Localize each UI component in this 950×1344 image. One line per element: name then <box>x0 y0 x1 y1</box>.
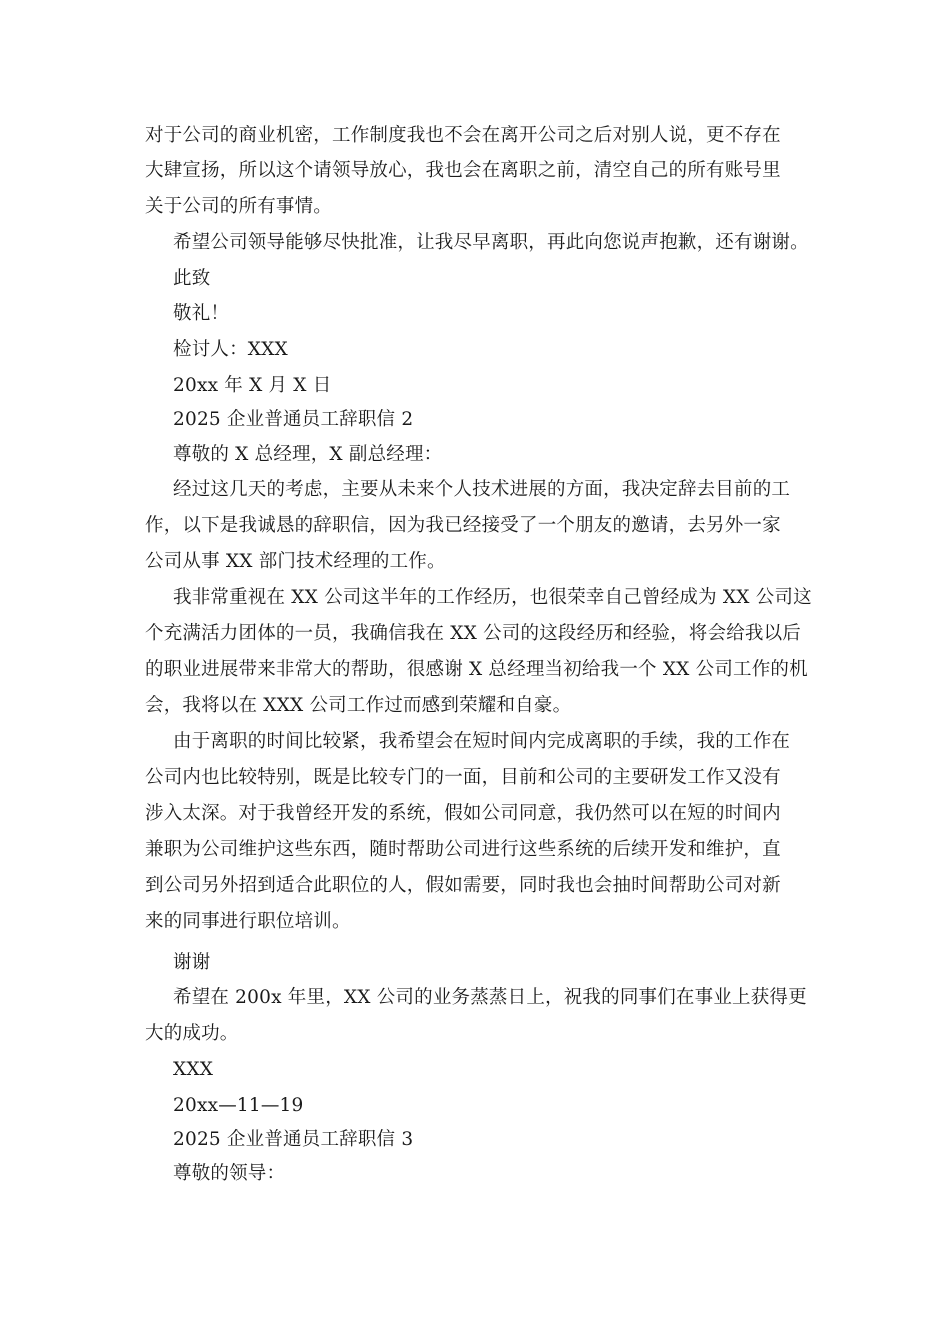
text-line: 到公司另外招到适合此职位的人，假如需要，同时我也会抽时间帮助公司对新 <box>145 875 781 896</box>
text-line: 我非常重视在 XX 公司这半年的工作经历，也很荣幸自己曾经成为 XX 公司这 <box>173 587 812 608</box>
text-line: 由于离职的时间比较紧，我希望会在短时间内完成离职的手续，我的工作在 <box>173 731 791 752</box>
date-line: 20xx—11—19 <box>173 1095 304 1116</box>
section-heading: 2025 企业普通员工辞职信 3 <box>173 1129 414 1150</box>
signature-line: XXX <box>173 1059 214 1080</box>
text-line: 大的成功。 <box>145 1023 239 1044</box>
text-line: 公司内也比较特别，既是比较专门的一面，目前和公司的主要研发工作又没有 <box>145 767 781 788</box>
text-line: 会，我将以在 XXX 公司工作过而感到荣耀和自豪。 <box>145 695 572 716</box>
text-line: 关于公司的所有事情。 <box>145 196 333 217</box>
greeting-line: 尊敬的领导： <box>173 1163 286 1184</box>
text-line: 兼职为公司维护这些东西，随时帮助公司进行这些系统的后续开发和维护，直 <box>145 839 781 860</box>
section-heading: 2025 企业普通员工辞职信 2 <box>173 409 414 430</box>
closing-salutation: 此致 <box>173 268 211 289</box>
text-line: 对于公司的商业机密，工作制度我也不会在离开公司之后对别人说，更不存在 <box>145 125 781 146</box>
text-line: 来的同事进行职位培训。 <box>145 911 351 932</box>
text-line: 个充满活力团体的一员，我确信我在 XX 公司的这段经历和经验，将会给我以后 <box>145 623 802 644</box>
text-line: 作，以下是我诚恳的辞职信，因为我已经接受了一个朋友的邀请，去另外一家 <box>145 515 781 536</box>
text-line: 涉入太深。对于我曾经开发的系统，假如公司同意，我仍然可以在短的时间内 <box>145 803 781 824</box>
text-line: 公司从事 XX 部门技术经理的工作。 <box>145 551 446 572</box>
thanks-line: 谢谢 <box>173 952 211 973</box>
signature-line: 检讨人：XXX <box>173 339 288 360</box>
date-line: 20xx 年 X 月 X 日 <box>173 375 332 396</box>
text-line: 希望公司领导能够尽快批准，让我尽早离职，再此向您说声抱歉，还有谢谢。 <box>173 232 809 253</box>
text-line: 的职业进展带来非常大的帮助，很感谢 X 总经理当初给我一个 XX 公司工作的机 <box>145 659 808 680</box>
greeting-line: 尊敬的 X 总经理，X 副总经理： <box>173 444 443 465</box>
text-line: 大肆宣扬，所以这个请领导放心，我也会在离职之前，清空自己的所有账号里 <box>145 160 781 181</box>
text-line: 经过这几天的考虑，主要从未来个人技术进展的方面，我决定辞去目前的工 <box>173 479 791 500</box>
closing-regards: 敬礼！ <box>173 303 230 324</box>
text-line: 希望在 200x 年里，XX 公司的业务蒸蒸日上，祝我的同事们在事业上获得更 <box>173 987 807 1008</box>
